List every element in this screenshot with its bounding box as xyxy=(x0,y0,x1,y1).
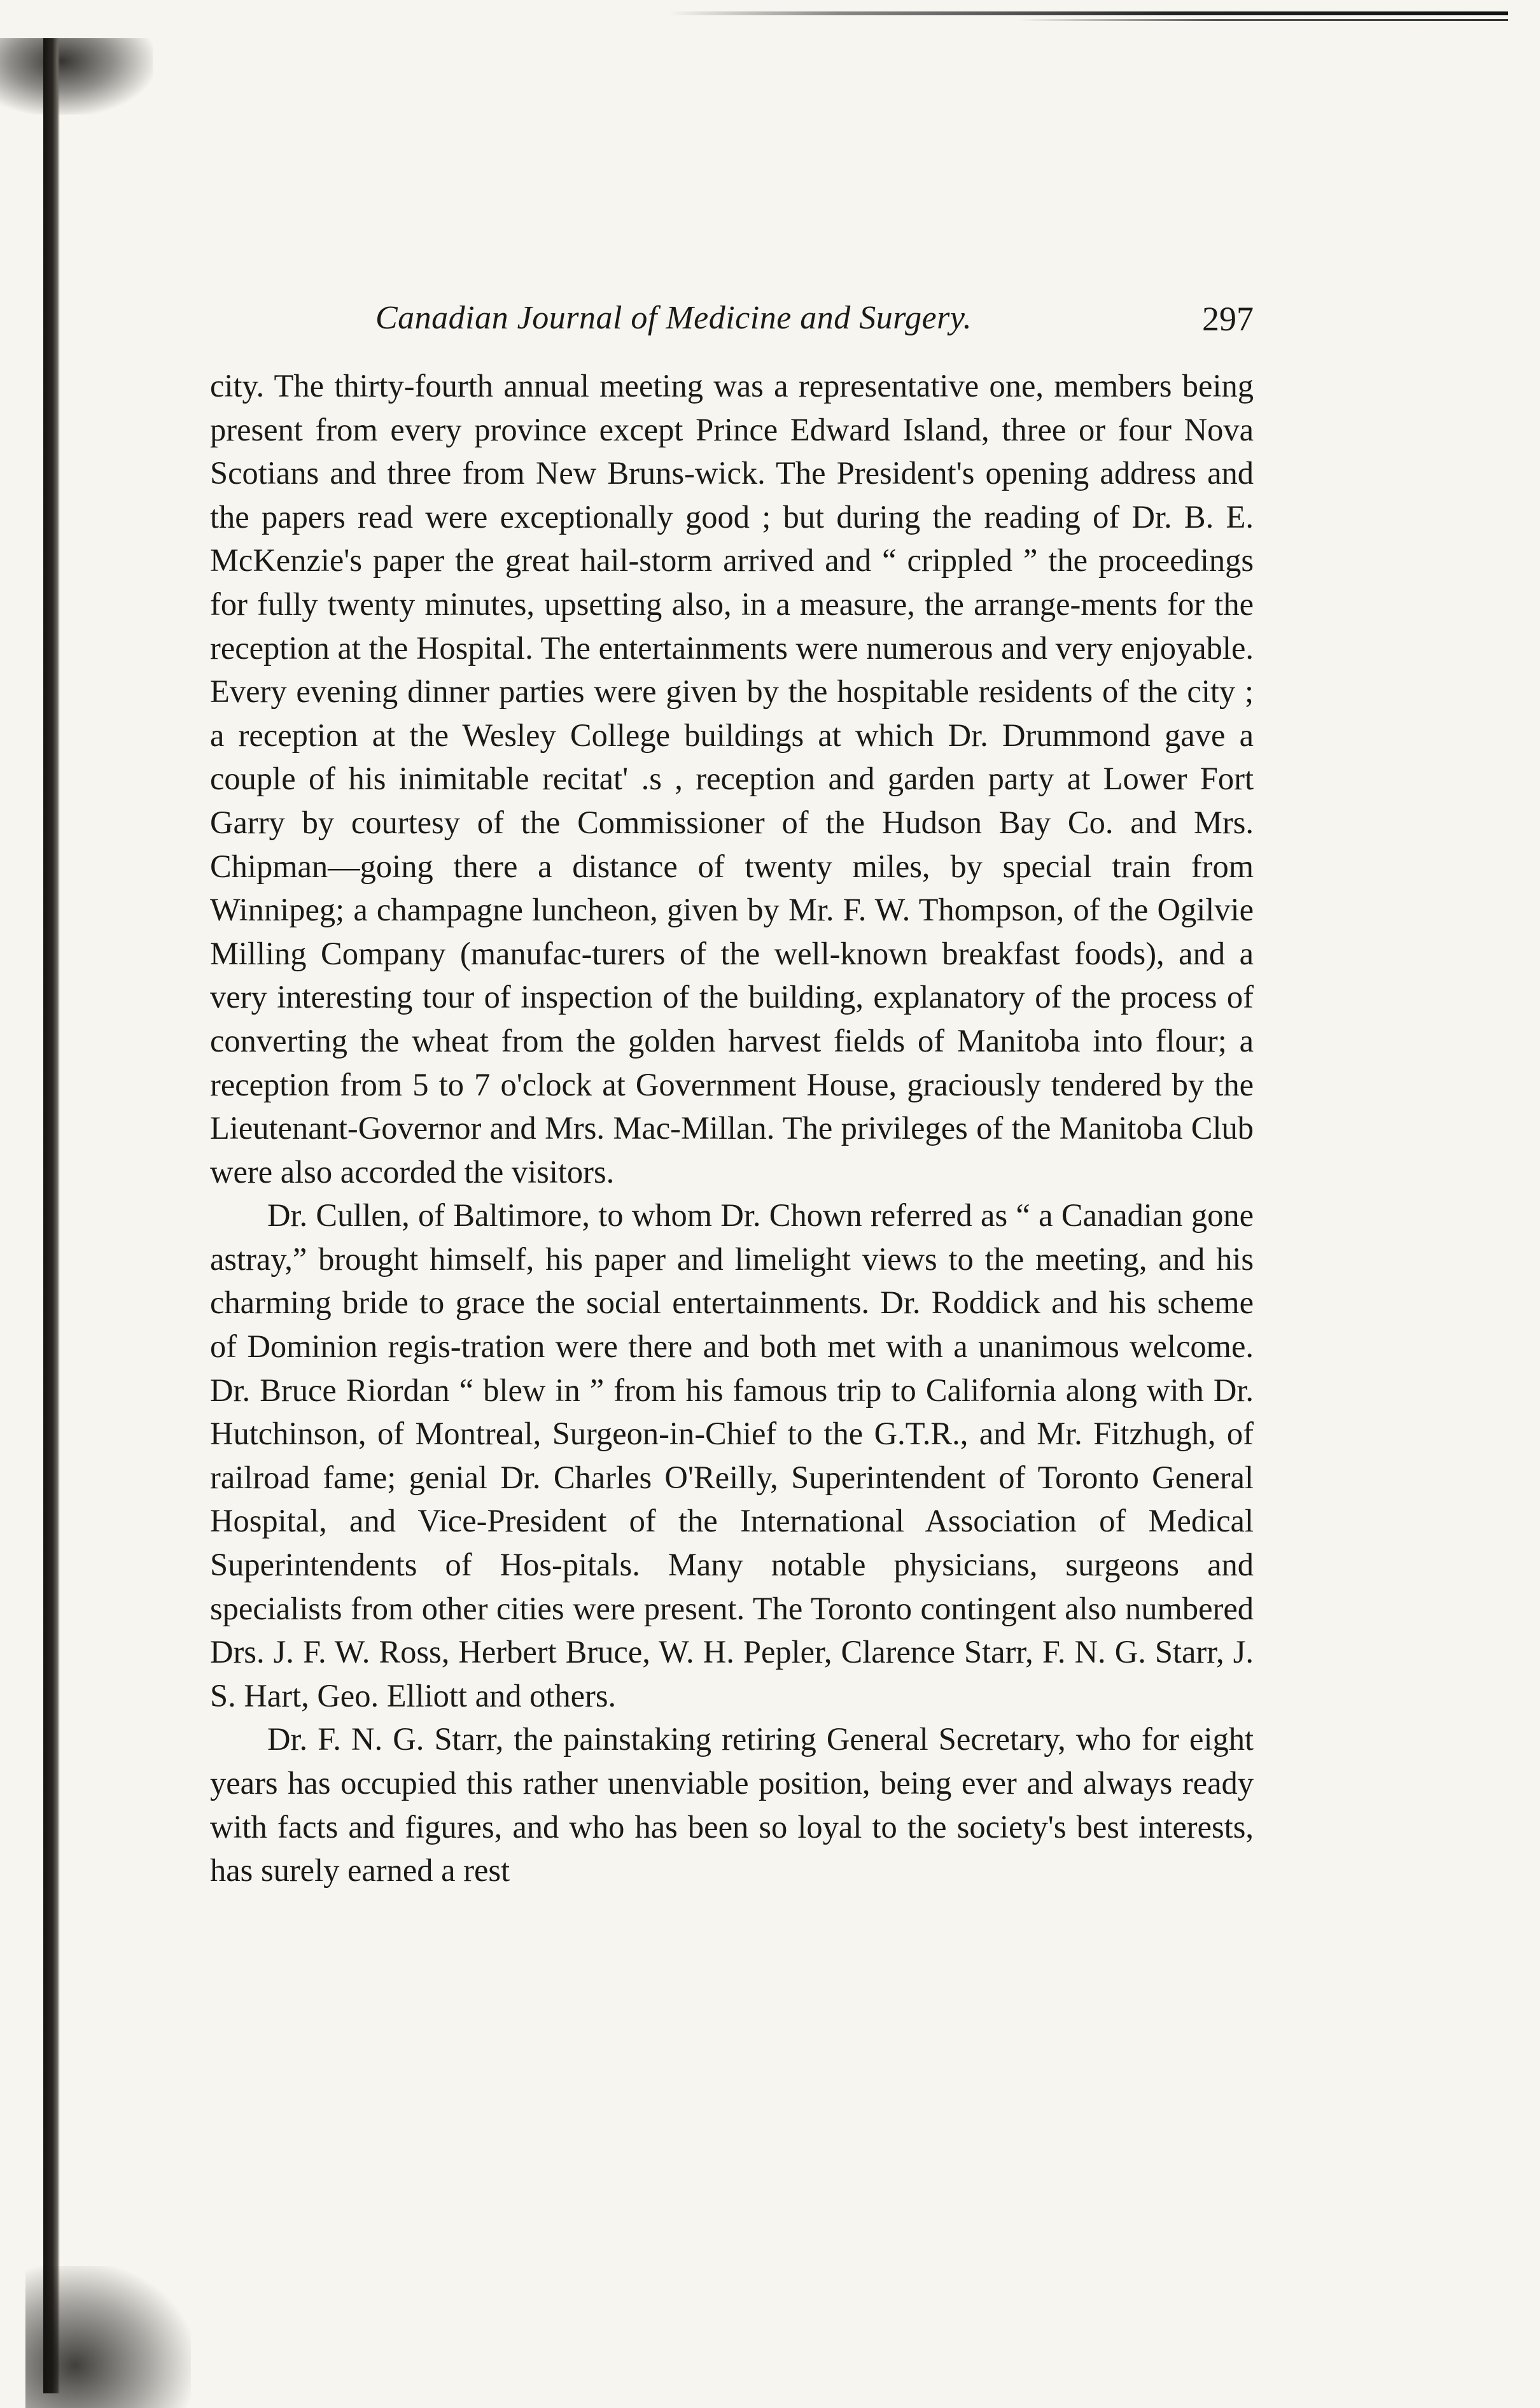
binding-shadow-top xyxy=(0,38,153,115)
paragraph-meeting-report: city. The thirty-fourth annual meeting was a representative one, members being present from every province except Prince Edward Island, three or four Nova Scotians and three from New Bruns-wick. The President's opening address and the papers read were exceptionally good ; but during the reading of Dr. B. E. McKenzie's paper the great hail-storm arrived and “ crippled ” the proceedings for fully twenty minutes, upsetting also, in a measure, the arrange-ments for the reception at the Hospital. The entertainments were numerous and very enjoyable. Every evening dinner parties were given by the hospitable residents of the city ; a reception at the Wesley College buildings at which Dr. Drummond gave a couple of his inimitable recitat' .s , reception and garden party at Lower Fort Garry by courtesy of the Commissioner of the Hudson Bay Co. and Mrs. Chipman—going there a distance of twenty miles, by special train from Winnipeg; a champagne luncheon, given by Mr. F. W. Thompson, of the Ogilvie Milling Company (manufac-turers of the well-known breakfast foods), and a very interesting tour of inspection of the building, explanatory of the process of converting the wheat from the golden harvest fields of Manitoba into flour; a reception from 5 to 7 o'clock at Government House, graciously tendered by the Lieutenant-Governor and Mrs. Mac-Millan. The privileges of the Manitoba Club were also accorded the visitors. xyxy=(210,368,1254,1190)
top-edge-rule xyxy=(668,11,1508,15)
page-number: 297 xyxy=(1202,300,1254,338)
running-header xyxy=(210,299,1254,350)
binding-spine xyxy=(43,38,60,2393)
binding-shadow-bottom xyxy=(25,2266,191,2408)
top-edge-rule-secondary xyxy=(1018,19,1508,21)
paragraph-secretary: Dr. F. N. G. Starr, the painstaking retiring General Secretary, who for eight years has occupied this rather unenviable position, being ever and always ready with facts and figures, and who has been so loyal to the society's best interests, has surely earned a rest xyxy=(210,1721,1254,1889)
body-text xyxy=(210,364,1254,1892)
journal-title: Canadian Journal of Medicine and Surgery. xyxy=(375,300,972,336)
paragraph-attendees: Dr. Cullen, of Baltimore, to whom Dr. Chown referred as “ a Canadian gone astray,” brought himself, his paper and limelight views to the meeting, and his charming bride to grace the social entertainments. Dr. Roddick and his scheme of Dominion regis-tration were there and both met with a unanimous welcome. Dr. Bruce Riordan “ blew in ” from his famous trip to California along with Dr. Hutchinson, of Montreal, Surgeon-in-Chief to the G.T.R., and Mr. Fitzhugh, of railroad fame; genial Dr. Charles O'Reilly, Superintendent of Toronto General Hospital, and Vice-President of the International Association of Medical Superintendents of Hos-pitals. Many notable physicians, surgeons and specialists from other cities were present. The Toronto contingent also numbered Drs. J. F. W. Ross, Herbert Bruce, W. H. Pepler, Clarence Starr, F. N. G. Starr, J. S. Hart, Geo. Elliott and others. xyxy=(210,1197,1254,1714)
